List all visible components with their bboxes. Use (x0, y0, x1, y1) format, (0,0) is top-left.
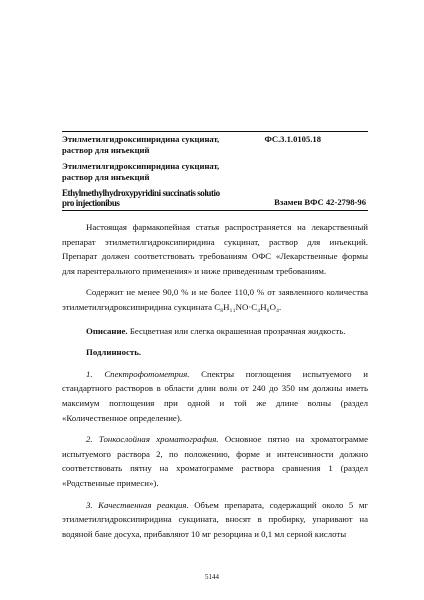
scope-paragraph: Настоящая фармакопейная статья распространяется на лекарственный препарат этилметилгидроксипиридина сукцинат, раствор для инъекций. Препарат должен соответствовать требованиям ОФС «Лекарственные формы для парентерального применения» и ниже приведенным требованиям. (62, 222, 368, 276)
spectrophotometry-paragraph (62, 367, 368, 425)
content-paragraph: Содержит не менее 90,0 % и не более 110,0 % от заявленного количества этилметилгидроксипиридина сукцината C₈H₁₁NO·C₄H₆O₄. (62, 287, 368, 312)
tlc-text: Основное пятно на хроматограмме испытуемого раствора 2, по положению, форме и интенсивности должно соответствовать пятну на хроматограмме раствора сравнения 1 (раздел «Родственные примеси»). (62, 434, 368, 488)
identification-heading: Подлинность. (86, 347, 142, 358)
spectrophotometry-heading: 1. Спектрофотометрия. (86, 368, 190, 379)
page-number: 5144 (205, 573, 219, 581)
spectrophotometry-text: Спектры поглощения испытуемого и стандартного растворов в области длин волн от 240 до 350 нм должны иметь максимум поглощения при одной и той же длине волны (раздел «Количественное определение). (62, 368, 368, 423)
tlc-heading: 2. Тонкослойная хроматография. (86, 434, 219, 445)
header-name-latin: Ethylmethylhydroxypyridini succinatis solutio pro injectionibus (62, 188, 220, 208)
qualitative-reaction-paragraph (62, 498, 368, 542)
bottom-rule (62, 210, 368, 211)
tlc-paragraph (62, 432, 368, 490)
header-name-russian: Этилметилгидроксипиридина сукцинат, раствор для инъекций (62, 134, 220, 155)
monograph-body (62, 220, 368, 541)
monograph-code: ФС.3.1.0105.18 (264, 134, 321, 144)
qualitative-reaction-text: Объем препарата, содержащий около 5 мг этилметилгидроксипиридина сукцината, вносят в пробирку, упаривают на водяной бане досуха, прибавляют 10 мг резорцина и 0,1 мл серной кислоты (62, 499, 368, 539)
description-paragraph (62, 324, 368, 339)
monograph-header (62, 131, 368, 211)
top-rule (62, 131, 368, 132)
replaces-note: Взамен ВФС 42-2798-96 (274, 197, 366, 207)
header-name-russian-repeat: Этилметилгидроксипиридина сукцинат, раствор для инъекций (62, 161, 220, 182)
qualitative-reaction-heading: 3. Качественная реакция. (86, 499, 189, 510)
identification-heading-paragraph (62, 345, 368, 360)
description-text: Бесцветная или слегка окрашенная прозрачная жидкость. (127, 325, 346, 336)
description-heading: Описание. (86, 325, 128, 336)
